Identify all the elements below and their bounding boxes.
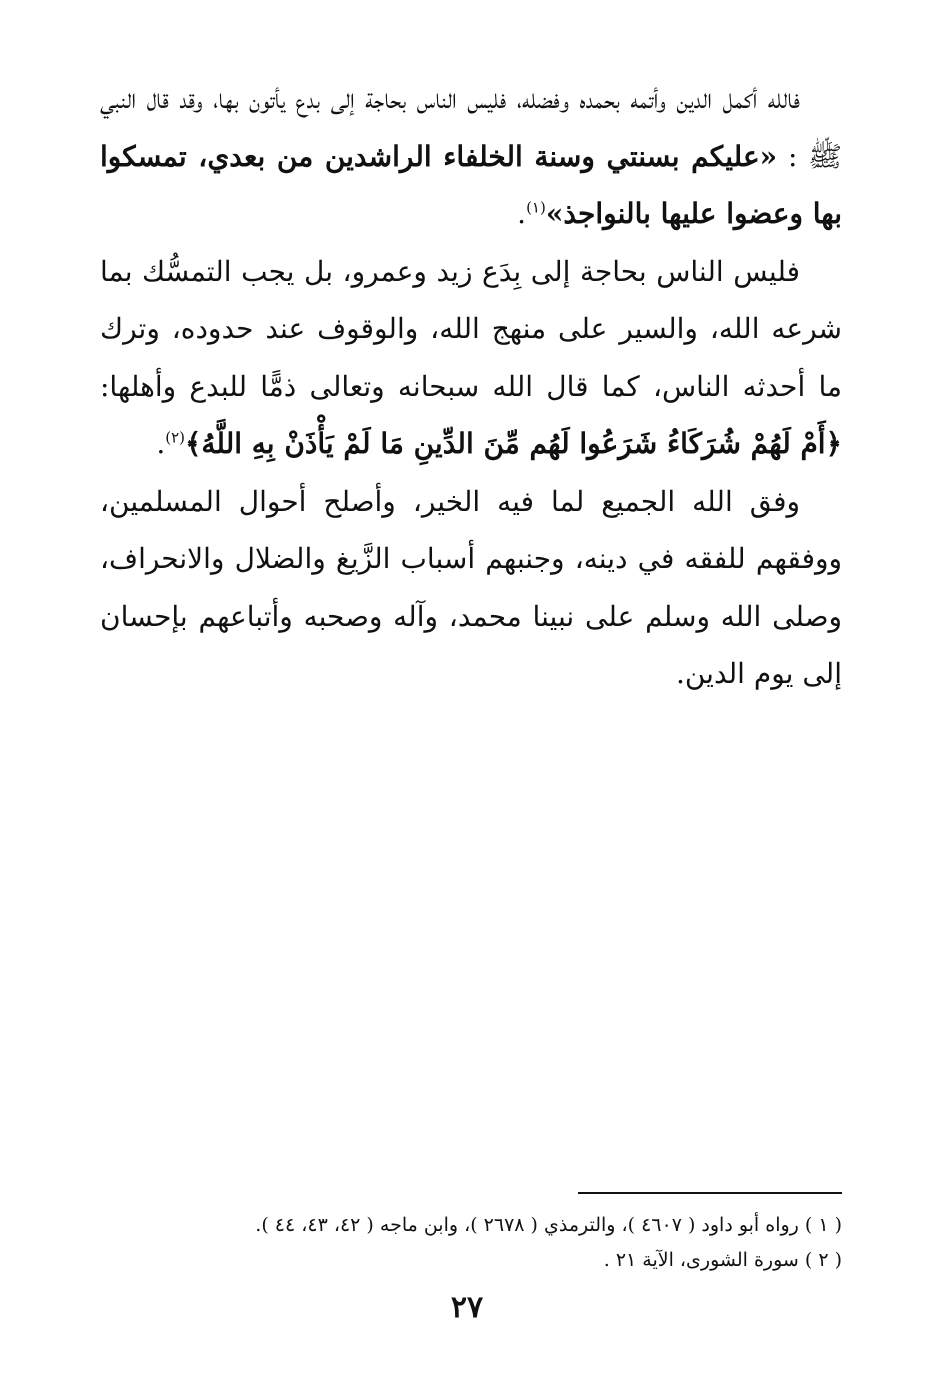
footnote-2: ( ٢ ) سورة الشورى، الآية ٢١ . [603, 1249, 842, 1271]
footnote-1: ( ١ ) رواه أبو داود ( ٤٦٠٧ )، والترمذي ( ٢٦٧٨ )، وابن ماجه ( ٤٢، ٤٣، ٤٤ ). [255, 1214, 842, 1236]
footnote-marker-2: (٢) [165, 428, 186, 447]
paragraph-1 [100, 70, 842, 243]
paragraph-1-text: فالله أكمل الدين وأتمه بحمده وفضله، فليس الناس بحاجة إلى بدع يأتون بها، وقد قال النبي ﷺ : [100, 82, 843, 173]
paragraph-3-text: وفق الله الجميع لما فيه الخير، وأصلح أحوال المسلمين، ووفقهم للفقه في دينه، وجنبهم أسباب الزَّيغ والضلال والانحراف، وصلى الله وسلم على نبينا محمد، وآله وصحبه وأتباعهم بإحسان إلى يوم الدين. [100, 484, 842, 690]
footnotes [100, 1208, 842, 1278]
paragraph-2-text: فليس الناس بحاجة إلى بِدَع زيد وعمرو، بل يجب التمسُّك بما شرعه الله، والسير على منهج الله، والوقوف عند حدوده، وترك ما أحدثه الناس، كما قال الله سبحانه وتعالى ذمًّا للبدع وأهلها: [100, 254, 842, 403]
page-number: ٢٧ [450, 1290, 484, 1325]
paragraph-2-end: . [156, 427, 166, 460]
footnote-separator [578, 1192, 842, 1194]
paragraph-2 [100, 243, 842, 473]
main-text [100, 70, 842, 703]
quran-verse-quote: ﴿أَمْ لَهُمْ شُرَكَاءُ شَرَعُوا لَهُم مِّنَ الدِّينِ مَا لَمْ يَأْذَنْ بِهِ اللَّهُ﴾ [185, 427, 842, 460]
hadith-quote: «عليكم بسنتي وسنة الخلفاء الراشدين من بعدي، تمسكوا بها وعضوا عليها بالنواجذ» [100, 139, 842, 230]
footnote-marker-1: (١) [526, 198, 546, 217]
paragraph-1-end: . [517, 197, 527, 230]
paragraph-3 [100, 473, 842, 703]
